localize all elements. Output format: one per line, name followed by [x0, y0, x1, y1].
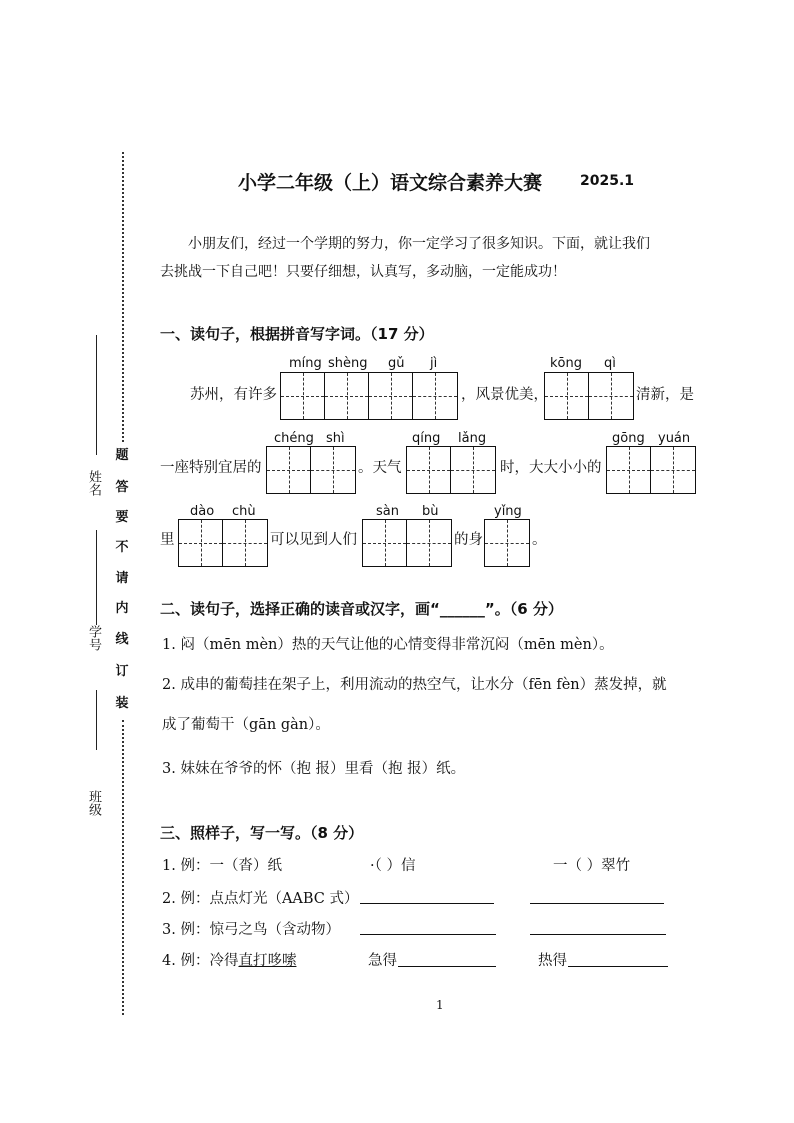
tianzige-cell[interactable]: [179, 520, 223, 566]
s3-q2-answer-line-b[interactable]: [530, 903, 664, 904]
tianzige-cell[interactable]: [369, 373, 413, 419]
tianzige-cell[interactable]: [311, 447, 355, 493]
s3-q4-example-underlined: 直打哆嗦: [238, 953, 297, 969]
binding-dotted-line-top: [122, 152, 124, 442]
tianzige-cell[interactable]: [267, 447, 311, 493]
pinyin: qì: [604, 356, 616, 371]
seal-char: 内: [115, 601, 129, 616]
tianzige-cell[interactable]: [545, 373, 589, 419]
pinyin: dào: [190, 504, 215, 519]
s3-q4-prompt-b: 热得: [538, 953, 567, 969]
s1-row3-text-2: 可以见到人们: [270, 532, 357, 548]
s1-row3-text-4: 。: [532, 532, 547, 548]
tianzige-grid-chengshi[interactable]: [266, 446, 356, 494]
s3-q3-answer-line-b[interactable]: [530, 934, 666, 935]
page-title: 小学二年级（上）语文综合素养大赛: [238, 172, 543, 194]
s3-q4-example: [162, 949, 296, 970]
s1-row3-text-3: 的身: [454, 532, 483, 548]
tianzige-grid-kongqi[interactable]: [544, 372, 634, 420]
s1-row2-text-3: 时，大大小小的: [500, 460, 602, 476]
seal-char: 请: [115, 571, 129, 586]
class-field-line[interactable]: [96, 690, 97, 750]
s3-q4-answer-line-a[interactable]: [398, 966, 496, 967]
tianzige-cell[interactable]: [451, 447, 495, 493]
pinyin: gǔ: [388, 356, 405, 371]
tianzige-grid-qinglang[interactable]: [406, 446, 496, 494]
tianzige-cell[interactable]: [607, 447, 651, 493]
s2-question-2-line-1: 2. 成串的葡萄挂在架子上，利用流动的热空气，让水分（fēn fèn）蒸发掉，就: [162, 677, 667, 693]
pinyin: bù: [422, 504, 439, 519]
section1-heading: 一、读句子，根据拼音写字词。（17 分）: [160, 325, 434, 343]
s3-q1-example: 1. 例：一（沓）纸: [162, 858, 282, 874]
s1-row1-text-1: 苏州，有许多: [190, 387, 277, 403]
seal-char: 装: [115, 696, 129, 711]
intro-line-2: 去挑战一下自己吧！只要仔细想，认真写，多动脑，一定能成功！: [160, 264, 566, 280]
tianzige-cell[interactable]: [413, 373, 457, 419]
tianzige-cell[interactable]: [281, 373, 325, 419]
pinyin: míng: [289, 356, 322, 371]
tianzige-cell[interactable]: [485, 520, 529, 566]
name-field-label: 姓名: [86, 470, 101, 496]
s3-q4-answer-line-b[interactable]: [568, 966, 668, 967]
pinyin: yǐng: [494, 504, 522, 519]
pinyin: yuán: [658, 431, 691, 446]
tianzige-cell[interactable]: [363, 520, 407, 566]
tianzige-cell[interactable]: [223, 520, 267, 566]
s2-question-2-line-2: 成了葡萄干（gān gàn）。: [162, 717, 330, 733]
tianzige-grid-ying[interactable]: [484, 519, 530, 567]
exam-date: 2025.1: [580, 173, 635, 189]
s3-q1-blank-a[interactable]: ·（ ）信: [370, 858, 416, 874]
s3-q2-example: 2. 例：点点灯光（AABC 式）: [162, 891, 359, 907]
s3-q4-prompt-a: 急得: [368, 953, 397, 969]
s3-q3-example: 3. 例：惊弓之鸟（含动物）: [162, 922, 340, 938]
s1-row2-text-2: 。天气: [358, 460, 402, 476]
pinyin: chéng: [274, 431, 314, 446]
pinyin: lǎng: [458, 431, 487, 446]
tianzige-cell[interactable]: [325, 373, 369, 419]
seal-char: 线: [115, 632, 129, 647]
s1-row3-text-1: 里: [160, 532, 175, 548]
tianzige-cell[interactable]: [651, 447, 695, 493]
s1-row1-text-3: 清新，是: [636, 387, 694, 403]
tianzige-grid-gongyuan[interactable]: [606, 446, 696, 494]
tianzige-grid-sanbu[interactable]: [362, 519, 452, 567]
s1-row1-text-2: ，风景优美，: [461, 387, 548, 403]
section2-heading: 二、读句子，选择正确的读音或汉字，画“______”。（6 分）: [160, 600, 563, 618]
intro-line-1: 小朋友们，经过一个学期的努力，你一定学习了很多知识。下面，就让我们: [188, 236, 650, 252]
pinyin: chù: [232, 504, 256, 519]
tianzige-cell[interactable]: [407, 520, 451, 566]
seal-char: 要: [115, 510, 129, 525]
section3-heading: 三、照样子，写一写。（8 分）: [160, 824, 364, 842]
s3-q2-answer-line-a[interactable]: [360, 903, 494, 904]
pinyin: shì: [326, 431, 345, 446]
pinyin: kōng: [550, 356, 582, 371]
pinyin: shèng: [328, 356, 368, 371]
binding-dotted-line-bottom: [122, 720, 124, 1015]
class-field-label: 班级: [86, 790, 101, 816]
tianzige-cell[interactable]: [589, 373, 633, 419]
pinyin: sàn: [376, 504, 399, 519]
s3-q4-example-prefix: 4. 例：冷得: [162, 953, 239, 969]
tianzige-cell[interactable]: [407, 447, 451, 493]
page-number: 1: [436, 998, 444, 1012]
seal-char: 答: [115, 480, 129, 495]
seal-char: 不: [115, 540, 129, 555]
student-id-field-line[interactable]: [96, 530, 97, 625]
seal-char: 题: [115, 448, 129, 463]
seal-char: 订: [115, 664, 129, 679]
name-field-line[interactable]: [96, 335, 97, 455]
pinyin: qíng: [412, 431, 441, 446]
tianzige-grid-mingshenggu ji[interactable]: [280, 372, 458, 420]
s3-q3-answer-line-a[interactable]: [360, 934, 496, 935]
pinyin: jì: [430, 356, 438, 371]
tianzige-grid-daochu[interactable]: [178, 519, 268, 567]
student-id-field-label: 学号: [86, 625, 101, 651]
s2-question-3: 3. 妹妹在爷爷的怀（抱 报）里看（抱 报）纸。: [162, 761, 466, 777]
s3-q1-blank-b[interactable]: 一（ ）翠竹: [553, 858, 631, 874]
pinyin: gōng: [612, 431, 645, 446]
s2-question-1: 1. 闷（mēn mèn）热的天气让他的心情变得非常沉闷（mēn mèn）。: [162, 637, 614, 653]
s1-row2-text-1: 一座特别宜居的: [160, 460, 262, 476]
